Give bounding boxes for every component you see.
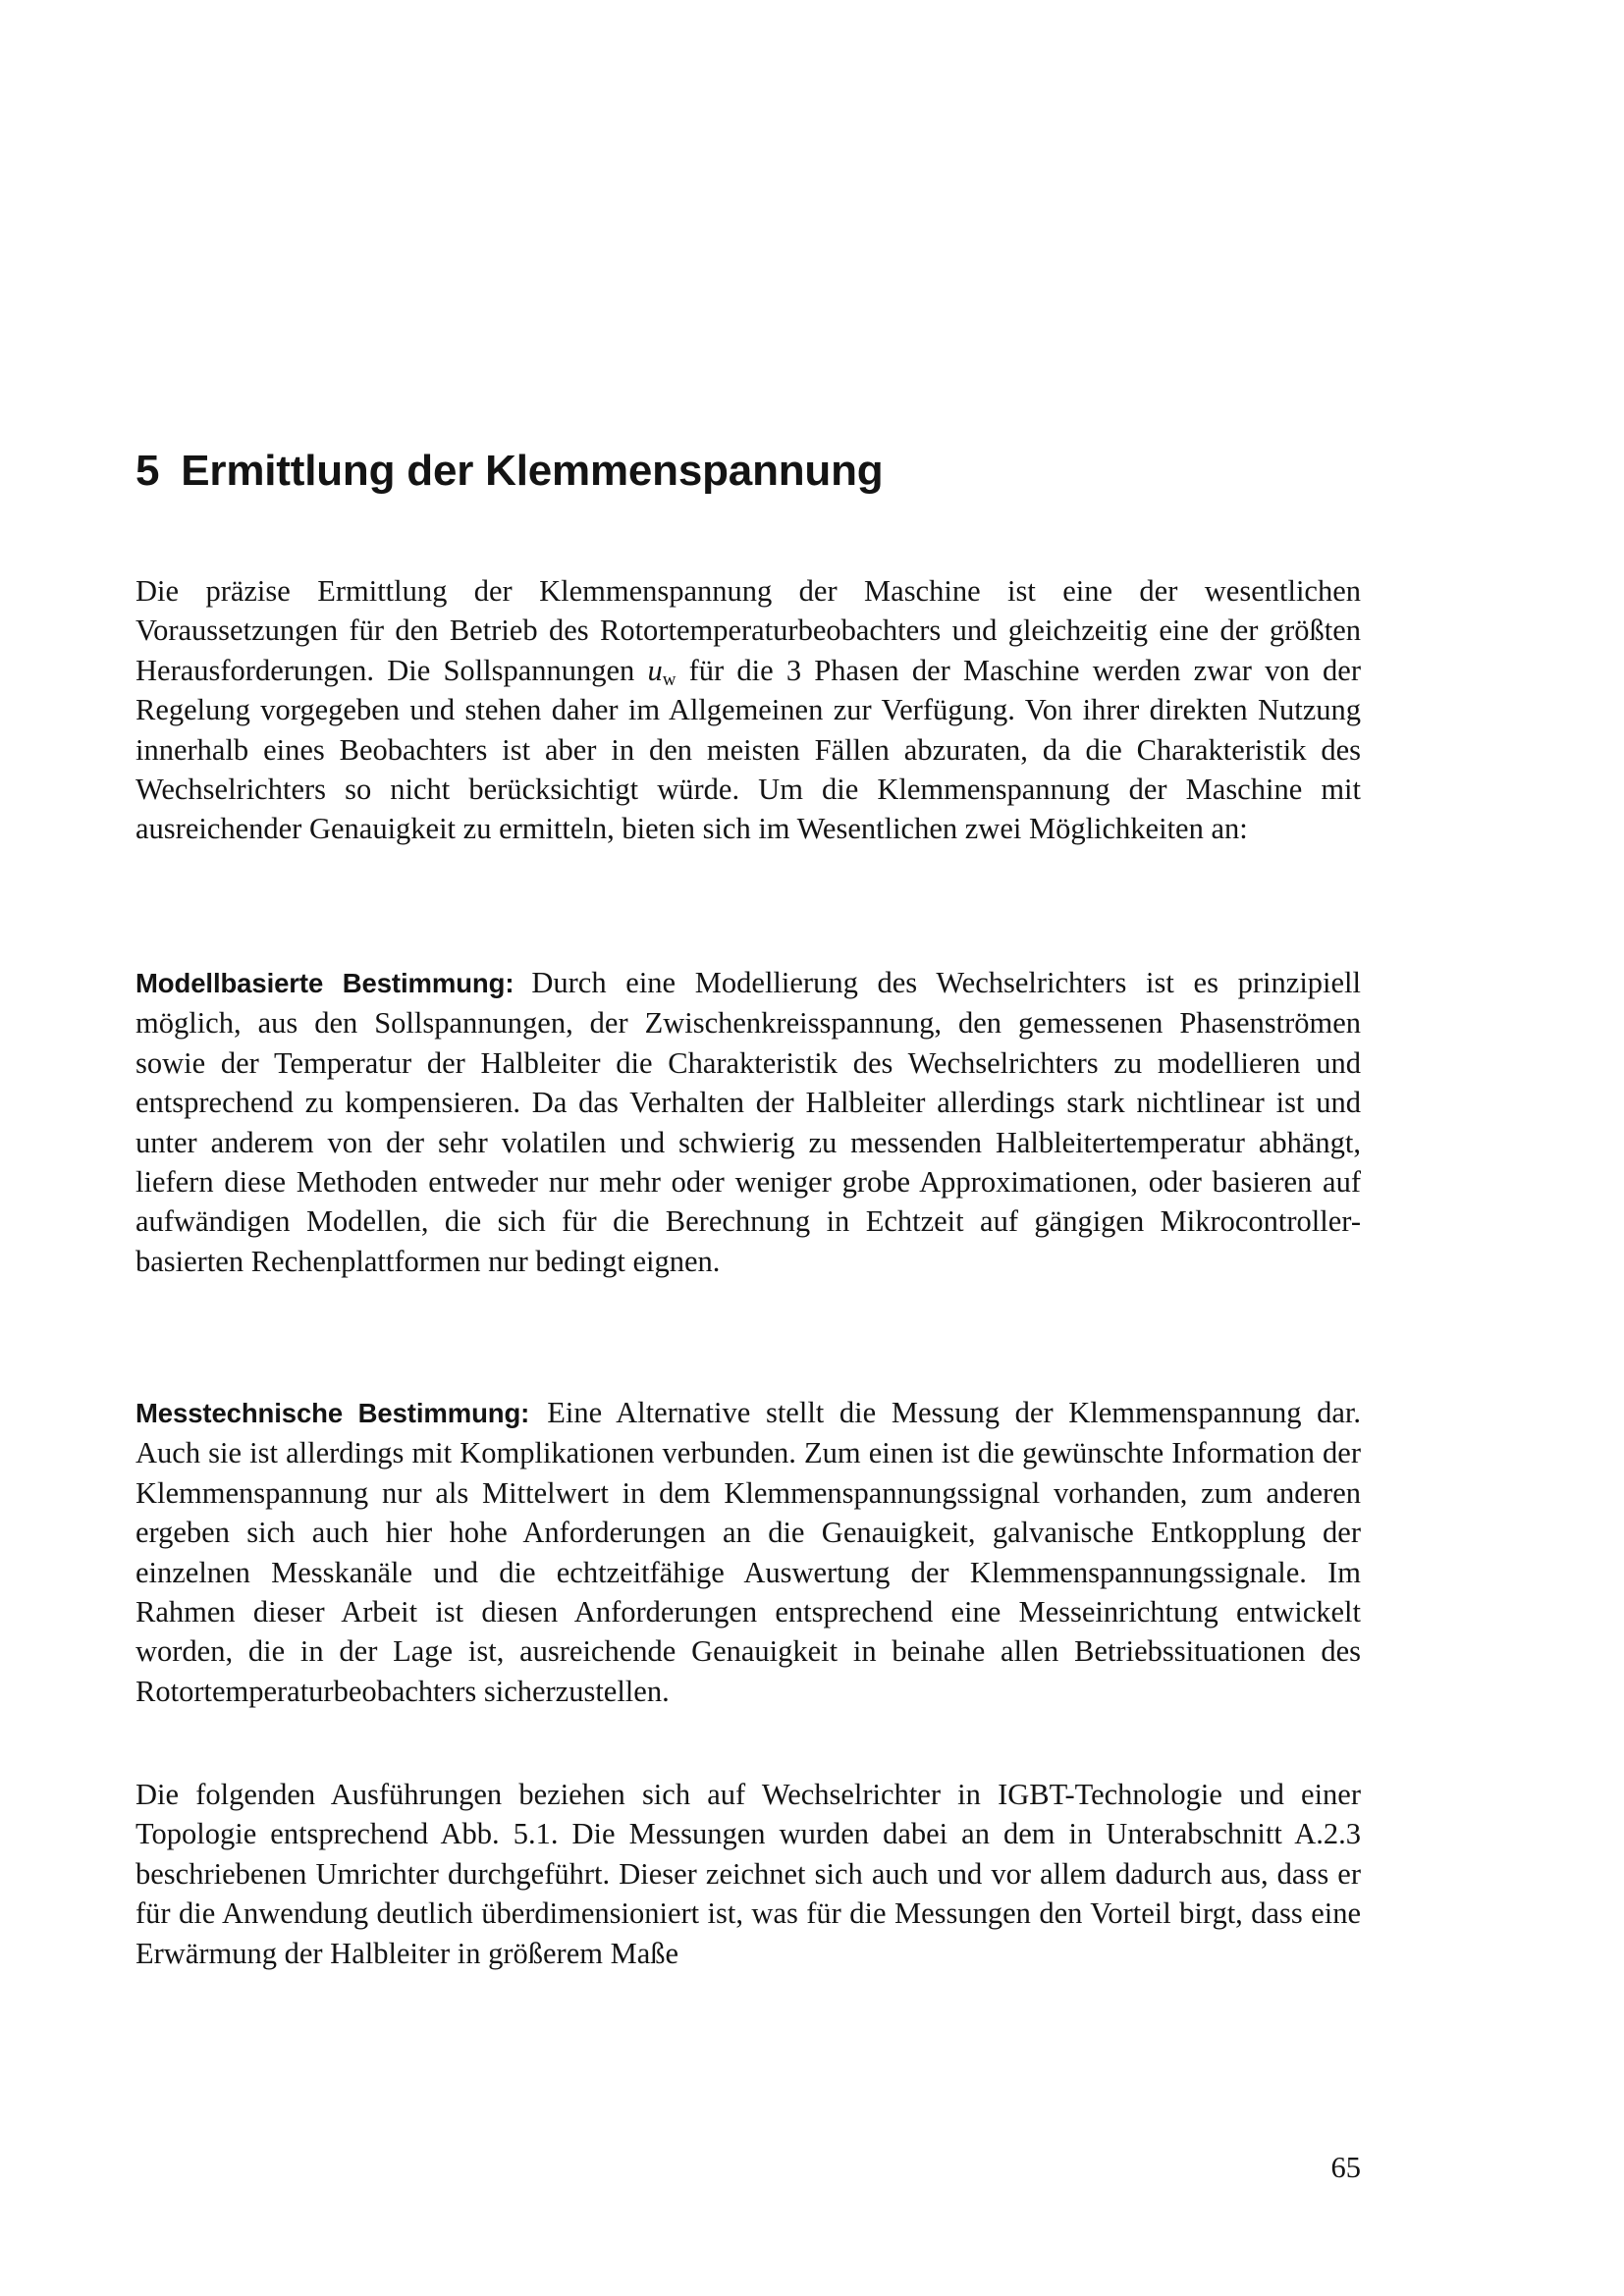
chapter-title [135,444,1363,499]
intro-text-end: für die 3 Phasen der Maschine werden zwar von der Regelung vorgegeben und stehen daher im Allgemeinen zur Verfügung. Von ihrer direkten Nutzung innerhalb eines Beobachters ist aber in den meisten Fällen abzuraten, da die Charakteristik des Wechselrichters so nicht berücksichtigt würde. Um die Klemmenspannung der Maschine mit ausreichender Genauigkeit zu ermitteln, bieten sich im Wesentlichen zwei Möglichkeiten an: [135,653,1361,846]
modellbasiert-paragraph [135,963,1361,1281]
intro-text-start: Die präzise Ermittlung der Klemmenspannung der Maschine ist eine der wesentlichen Voraussetzungen für den Betrieb des Rotortemperaturbeobachters und gleichzeitig eine der größten Herausforderungen. Die Sollspannungen [135,574,1361,687]
voltage-symbol [647,653,677,690]
messtechnisch-paragraph [135,1393,1361,1711]
closing-text: Die folgenden Ausführungen beziehen sich auf Wechselrichter in IGBT-Technologie und einer Topologie entsprechend Abb. 5.1. Die Messungen wurden dabei an dem in Unterabschnitt A.2.3 beschriebenen Umrichter durchgeführt. Dieser zeichnet sich auch und vor allem dadurch aus, dass er für die Anwendung deutlich überdimensioniert ist, was für die Messungen den Vorteil birgt, dass eine Erwärmung der Halbleiter in größerem Maße [135,1778,1361,1970]
messtechnisch-text: Eine Alternative stellt die Messung der Klemmenspannung dar. Auch sie ist allerdings mit Komplikationen verbunden. Zum einen ist die gewünschte Information der Klemmenspannung nur als Mittelwert in dem Klemmenspannungssignal vorhanden, zum anderen ergeben sich auch hier hohe Anforderungen an die Genauigkeit, galvanische Entkopplung der einzelnen Messkanäle und die echtzeitfähige Auswertung der Klemmenspannungssignale. Im Rahmen dieser Arbeit ist diesen Anforderungen entsprechend eine Messeinrichtung entwickelt worden, die in der Lage ist, ausreichende Genauigkeit in beinahe allen Betriebssituationen des Rotortemperaturbeobachters sicherzustellen. [135,1396,1361,1708]
voltage-symbol-subscript: w [662,668,677,690]
voltage-symbol-base: u [647,653,663,687]
chapter-title-text: Ermittlung der Klemmenspannung [181,447,884,495]
modellbasiert-heading: Modellbasierte Bestimmung: [135,968,514,998]
messtechnisch-heading: Messtechnische Bestimmung: [135,1398,530,1428]
intro-paragraph [135,571,1361,849]
closing-paragraph [135,1775,1361,1973]
chapter-number: 5 [135,447,160,495]
modellbasiert-text: Durch eine Modellierung des Wechselrichters ist es prinzipiell möglich, aus den Sollspannungen, der Zwischenkreisspannung, den gemessenen Phasenströmen sowie der Temperatur der Halbleiter die Charakteristik des Wechselrichters zu modellieren und entsprechend zu kompensieren. Da das Verhalten der Halbleiter allerdings stark nichtlinear ist und unter anderem von der sehr volatilen und schwierig zu messenden Halbleitertemperatur abhängt, liefern diese Methoden entweder nur mehr oder weniger grobe Approximationen, oder basieren auf aufwändigen Modellen, die sich für die Berechnung in Echtzeit auf gängigen Mikrocontroller-basierten Rechenplattformen nur bedingt eignen. [135,966,1361,1278]
page-number: 65 [1330,2151,1361,2184]
